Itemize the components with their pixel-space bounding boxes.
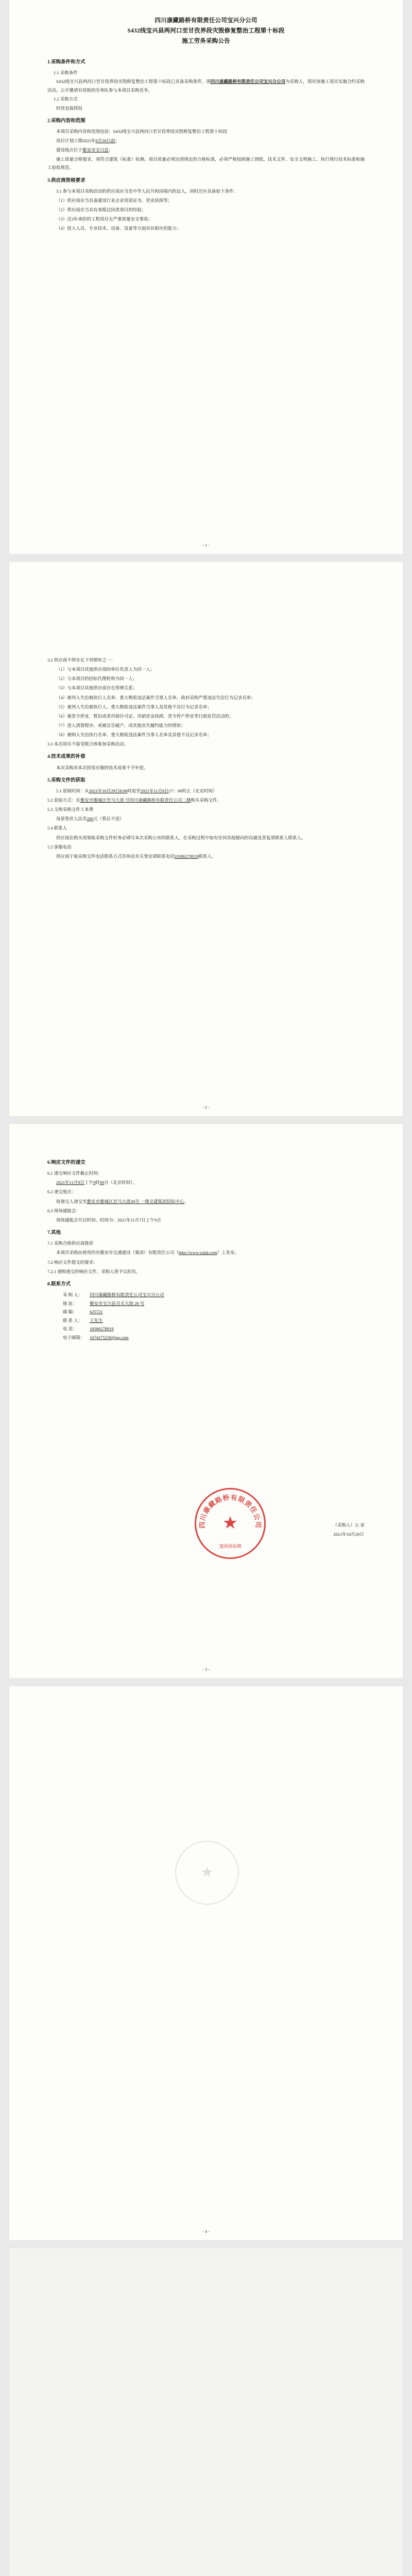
document-page-1 bbox=[9, 0, 403, 554]
deadline-minute: 00 bbox=[99, 1180, 105, 1185]
qualification-item-3: （3）近3年承担的工程项目无严重质量安全事故； bbox=[56, 216, 153, 222]
seal-company-name: 四川康藏路桥有限责任公司 bbox=[198, 1493, 263, 1529]
document-acquire-method bbox=[47, 796, 365, 804]
document-fee-value bbox=[47, 815, 365, 823]
schedule-date: 6月30日前 bbox=[95, 138, 115, 144]
section-4-paragraph: 本次采购对本次投资应服的技术成果不予补偿。 bbox=[56, 765, 148, 770]
submission-place-value bbox=[47, 1197, 365, 1206]
contact-value-email: 1674275230@qq.com bbox=[90, 1334, 129, 1340]
section-5-heading: 5.采购文件的获取 bbox=[47, 777, 85, 783]
fee-prefix: 每套售价人民币 bbox=[56, 816, 87, 822]
section-2-schedule bbox=[47, 137, 365, 145]
restriction-item-5: （5）被列入失信被执行人、重大税收违法案件当事人及其他不良行为记录名单； bbox=[56, 704, 212, 709]
page-number-2: - 2 - bbox=[202, 1105, 210, 1110]
page-number-3: - 3 - bbox=[202, 1667, 210, 1672]
contact-row-person bbox=[63, 1316, 365, 1325]
page-number-4: - 4 - bbox=[202, 2229, 210, 2234]
acquire-time-mid: 时起至 bbox=[127, 788, 141, 793]
contact-value-phone: 18386278019 bbox=[90, 1326, 114, 1332]
title-line-3: 施工劳务采购公告 bbox=[182, 38, 230, 45]
service-phone-prefix: 供应商于取采购文件电话联系方式咨询及有关事宜请联系电话 bbox=[56, 853, 175, 859]
contact-key-purchaser: 采 购 人： bbox=[63, 1292, 83, 1297]
page-number-1: - 1 - bbox=[202, 543, 210, 548]
service-phone-label: 5.5 客服电话 bbox=[47, 844, 72, 850]
section-1-2-paragraph: 经营直接授权 bbox=[56, 105, 83, 111]
acquire-method-at: 在 bbox=[76, 798, 80, 803]
signature-line-1: （采购人）公 章 bbox=[333, 1522, 365, 1528]
contact-value-purchaser: 四川康藏路桥有限责任公司宝兴分公司 bbox=[90, 1292, 164, 1297]
acquire-time-start: 2021年10月29日8:00 bbox=[89, 788, 128, 793]
service-phone-number: 18386278019 bbox=[174, 853, 199, 859]
acquire-time-suffix: 17：00时止（北京时间） bbox=[168, 788, 217, 793]
document-page-4 bbox=[9, 1686, 403, 2240]
section-6-heading: 6.响应文件的递交 bbox=[47, 1160, 85, 1165]
seal-branch-name: 宝兴分公司 bbox=[219, 1544, 242, 1549]
contact-value-address: 雅安市宝兴县灵关大街 28 号 bbox=[90, 1300, 145, 1306]
document-fee-label: 5.3 文购采购文件工本费 bbox=[47, 807, 94, 812]
fee-amount: 200 bbox=[87, 816, 94, 822]
section-3-1-paragraph: 3.1 参与本项目采购活动的供应商应当是中华人民共和国境内的法人，同时还应具备如下条件： bbox=[56, 188, 238, 194]
section-2-scope: 本项目采购内容和范围包括：S432线宝兴县两河口至甘孜界段灾毁修复整治工程第十标段 bbox=[56, 128, 227, 134]
submission-deadline-label: 6.1 递交响应文件截止时间： bbox=[47, 1171, 102, 1176]
contact-row-phone bbox=[63, 1325, 365, 1333]
fee-suffix: 元（售后不退） bbox=[93, 816, 124, 822]
restriction-item-1: （1）与本项目其他供应商的单位负责人为同一人； bbox=[56, 667, 155, 672]
schedule-suffix: ； bbox=[115, 138, 120, 144]
section-1-heading: 1.采购条件和方式 bbox=[47, 60, 85, 65]
section-7-2-label: 7.2 响应文件提交的要求： bbox=[47, 1259, 98, 1265]
restriction-item-7: （7）进入清算程序、或被宣告破产、或其他丧失履约能力的情形； bbox=[56, 722, 185, 728]
section-1-2-label: 1.2 采购方式 bbox=[54, 96, 78, 101]
briefing-value: 现场通报会开启时间、时间为：2021年11月7日上午9点 bbox=[56, 1217, 161, 1223]
restriction-item-8: （8）被纳入失信执行名单、重大税收违法案件当事人名单及其他不良记录名单； bbox=[56, 732, 212, 738]
section-2-heading: 2.采购内容和范围 bbox=[47, 118, 85, 124]
service-phone-suffix: 联系人。 bbox=[198, 853, 216, 859]
p1-part-c: 为采购人，现对该施工项目实施合约采购活动，公开邀请有资格的劳务队参与本项目采购竞争。 bbox=[47, 79, 365, 93]
title-line-2: S432线宝兴县两河口至甘孜界段灾毁修复整治工程第十标段 bbox=[127, 28, 285, 35]
restriction-item-4: （4）被列入失信被执行人名单、重大税收违法案件当事人名单、政府采购严重违法失信行为记录名单； bbox=[56, 694, 255, 700]
qualification-item-1: （1）供应商应当具备建设行业企业资质证书、营业执照等； bbox=[56, 197, 173, 203]
document-acquire-time bbox=[47, 787, 365, 795]
p1-part-a: S432线宝兴县两河口至甘孜界段灾毁修复整治工程第十标段已具备采购条件，现 bbox=[56, 79, 211, 84]
section-1-1-label: 1.1 采购条件 bbox=[54, 70, 78, 75]
submission-deadline-value bbox=[47, 1178, 365, 1187]
location-value: 雅安市宝兴县 bbox=[82, 147, 109, 153]
deadline-ampm: 上午 bbox=[84, 1180, 93, 1185]
contact-key-address: 地 址： bbox=[63, 1300, 77, 1306]
document-title bbox=[47, 15, 365, 46]
acquire-time-end: 2021年11月8日 bbox=[140, 788, 169, 793]
schedule-prefix: 项目计划工期2022年 bbox=[56, 138, 96, 144]
faint-seal-watermark bbox=[175, 1841, 239, 1905]
section-1-1-paragraph bbox=[47, 77, 365, 94]
seal-star-icon: ★ bbox=[222, 1514, 238, 1533]
faint-seal-star-icon: ★ bbox=[200, 1865, 214, 1880]
place-address: 雅安市雅城区至马大道30号 一楼交建集团招标中心 bbox=[87, 1198, 184, 1204]
section-3-3-label: 3.3 本次项目不接受联合体参加采购活动。 bbox=[47, 741, 129, 747]
place-prefix: 按递交人递交至 bbox=[56, 1198, 87, 1204]
document-page-2 bbox=[9, 562, 403, 1116]
section-2-location bbox=[47, 146, 365, 154]
restriction-item-6: （6）被责令停业、暂扣或者吊销许可证、吊销营业执照、责令停产停业等行政处罚活动的； bbox=[56, 713, 234, 719]
deadline-suffix: 分（北京时间）。 bbox=[104, 1180, 137, 1185]
contact-row-purchaser bbox=[63, 1291, 365, 1299]
restriction-item-2: （2）与本项目的招标代理机构为同一人； bbox=[56, 676, 138, 682]
contact-key-phone: 电 话： bbox=[63, 1326, 77, 1332]
signature-block bbox=[333, 1521, 365, 1539]
location-prefix: 建设地点位于 bbox=[56, 147, 83, 153]
publish-prefix: 本项目采购由使用的有雅安市交通建设（集团）有限责任公司（ bbox=[56, 1250, 179, 1256]
section-7-1-label: 7.1 采购合格供应商推荐 bbox=[47, 1241, 94, 1246]
contact-row-postcode bbox=[63, 1308, 365, 1316]
restriction-item-3: （3）与本项目其他供应商存在管理关系； bbox=[56, 685, 138, 691]
contact-key-email: 电子邮箱： bbox=[63, 1334, 85, 1340]
place-suffix: 。 bbox=[184, 1198, 189, 1204]
contact-row-address bbox=[63, 1299, 365, 1308]
acquire-time-prefix: 5.1 获取时间：从 bbox=[56, 788, 89, 793]
publish-url[interactable]: http://www.yajjjt.com bbox=[179, 1250, 217, 1256]
contact-person-paragraph: 供应商在购买或领取采购文件时务必填写本次采购公布的联系人，在采购过程中如有任何其他疑问的沟通及答复请联系人联系人。 bbox=[56, 835, 306, 840]
qualification-item-2: （2）供应商应当具有承揽过同类项目的经验； bbox=[56, 207, 146, 213]
section-7-2-1-value: 7.2.1 递购递交的响应文件，采购人将予以担负。 bbox=[47, 1268, 141, 1274]
contact-key-person: 联 系 人： bbox=[63, 1317, 83, 1323]
title-line-1: 四川康藏路桥有限责任公司宝兴分公司 bbox=[154, 18, 258, 24]
document-page-3 bbox=[9, 1124, 403, 1678]
document-page-5-blank bbox=[9, 2248, 403, 2576]
submission-place-label: 6.2 递交地点： bbox=[47, 1189, 76, 1195]
location-suffix: ； bbox=[109, 147, 113, 153]
qualification-item-4: （4）投入人员、专业技术、设备、设备等方面具有相应的能力； bbox=[56, 226, 181, 231]
acquire-method-label: 5.2 获取方式： bbox=[47, 798, 76, 803]
section-8-heading: 8.联系方式 bbox=[47, 1281, 71, 1287]
service-phone-paragraph bbox=[47, 852, 365, 860]
contact-value-person: 王先生 bbox=[90, 1317, 103, 1323]
purchaser-name-inline: 四川康藏路桥有限责任公司宝兴分公司 bbox=[210, 79, 286, 84]
acquire-method-address: 雅安市雅城区至马大道 号四川康藏路桥有限责任公司二楼 bbox=[80, 798, 191, 803]
deadline-date: 2021年11月9日 bbox=[56, 1180, 84, 1185]
briefing-label: 6.3 现场通报会： bbox=[47, 1208, 80, 1213]
contact-key-postcode: 邮 编： bbox=[63, 1309, 77, 1315]
acquire-method-suffix: 购买采购文件。 bbox=[191, 798, 221, 803]
deadline-hour: 9 bbox=[93, 1180, 96, 1185]
section-3-2-label: 3.2 供应商不得存在下列情形之一： bbox=[47, 657, 115, 663]
section-3-heading: 3.供应商资格要求 bbox=[47, 178, 85, 183]
contact-person-label: 5.4 联系人 bbox=[47, 825, 67, 831]
section-7-heading: 7.其他 bbox=[47, 1230, 61, 1236]
section-2-quality: 施工质量合格要求，须符合建筑（标准）检测。项目质量必须达到现定的合格标准，必须严格按照施工图纸、技术文件、安全文明施工、执行现行技术标准和施工验收规范。 bbox=[47, 157, 365, 171]
section-4-heading: 4.技术成果的补偿 bbox=[47, 754, 85, 760]
contact-row-email bbox=[63, 1333, 365, 1342]
official-seal-stamp bbox=[195, 1488, 266, 1559]
contact-value-postcode: 625721 bbox=[90, 1309, 103, 1315]
signature-line-2: 2021年10月29日 bbox=[333, 1531, 364, 1537]
publish-suffix: ）上发布。 bbox=[217, 1250, 239, 1256]
section-7-1-value bbox=[47, 1248, 365, 1257]
deadline-hour-unit: 时 bbox=[95, 1180, 100, 1185]
